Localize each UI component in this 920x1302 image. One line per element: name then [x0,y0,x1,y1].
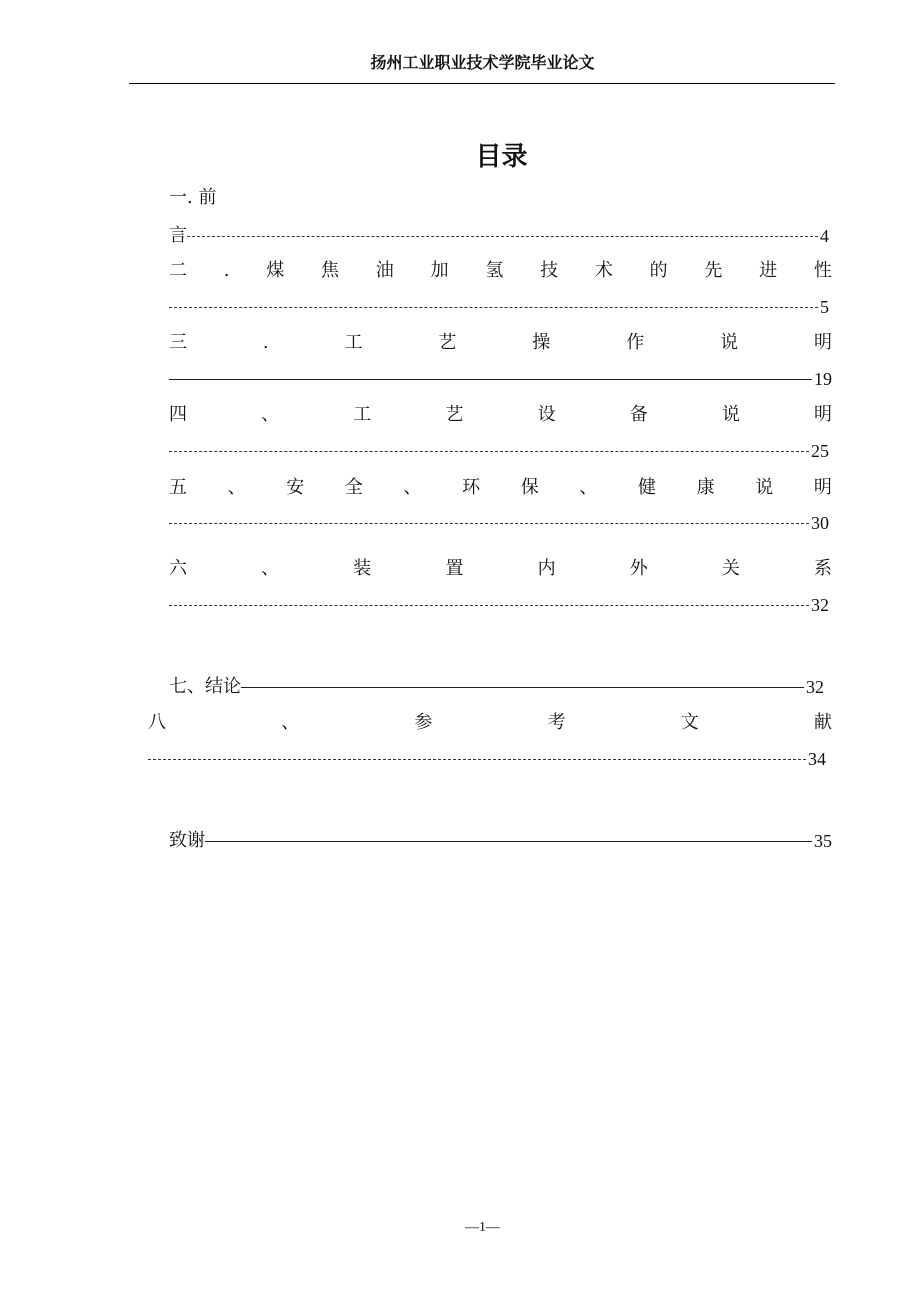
toc-entry-4-page: 25 [811,441,829,461]
toc-entry-1-leader [169,224,829,248]
toc-entry-7-label: 七、结论 [169,676,241,697]
toc-entry-6-page: 32 [811,595,829,615]
toc-title: 目录 [475,142,528,172]
toc-entry-2-leader [169,295,829,319]
toc-entry-5-label: 五 、 安 全 、 环 保 、 健 康 说 明 [169,477,832,498]
toc-entry-6-leader [169,593,829,617]
header-divider [129,83,835,84]
toc-entry-3-page: 19 [814,369,832,389]
toc-entry-6-label: 六 、 装 置 内 外 关 系 [169,558,832,579]
toc-entry-8-page: 34 [808,749,826,769]
toc-entry-2-label: 二 . 煤 焦 油 加 氢 技 术 的 先 进 性 [169,260,832,281]
toc-entry-8-leader [148,747,826,771]
toc-entry-1-page: 4 [820,226,829,246]
toc-entry-5-page: 30 [811,513,829,533]
document-header: 扬州工业职业技术学院毕业论文 [370,53,595,72]
toc-entry-9-label: 致谢 [169,830,205,851]
toc-entry-1-label: 一. 前 [169,187,217,208]
toc-entry-7-page: 32 [806,677,824,697]
toc-entry-3-label: 三 . 工 艺 操 作 说 明 [169,332,832,353]
toc-entry-8-label: 八 、 参 考 文 献 [148,712,832,733]
page-number: —1— [465,1220,500,1235]
toc-entry-4-leader [169,439,829,463]
toc-entry-7 [169,675,824,699]
toc-entry-9 [169,829,832,853]
toc-entry-1-tail: 言 [169,225,187,246]
toc-entry-2-page: 5 [820,297,829,317]
toc-entry-3-leader [169,367,832,391]
toc-entry-5-leader [169,511,829,535]
toc-entry-9-page: 35 [814,831,832,851]
toc-entry-4-label: 四 、 工 艺 设 备 说 明 [169,404,832,425]
